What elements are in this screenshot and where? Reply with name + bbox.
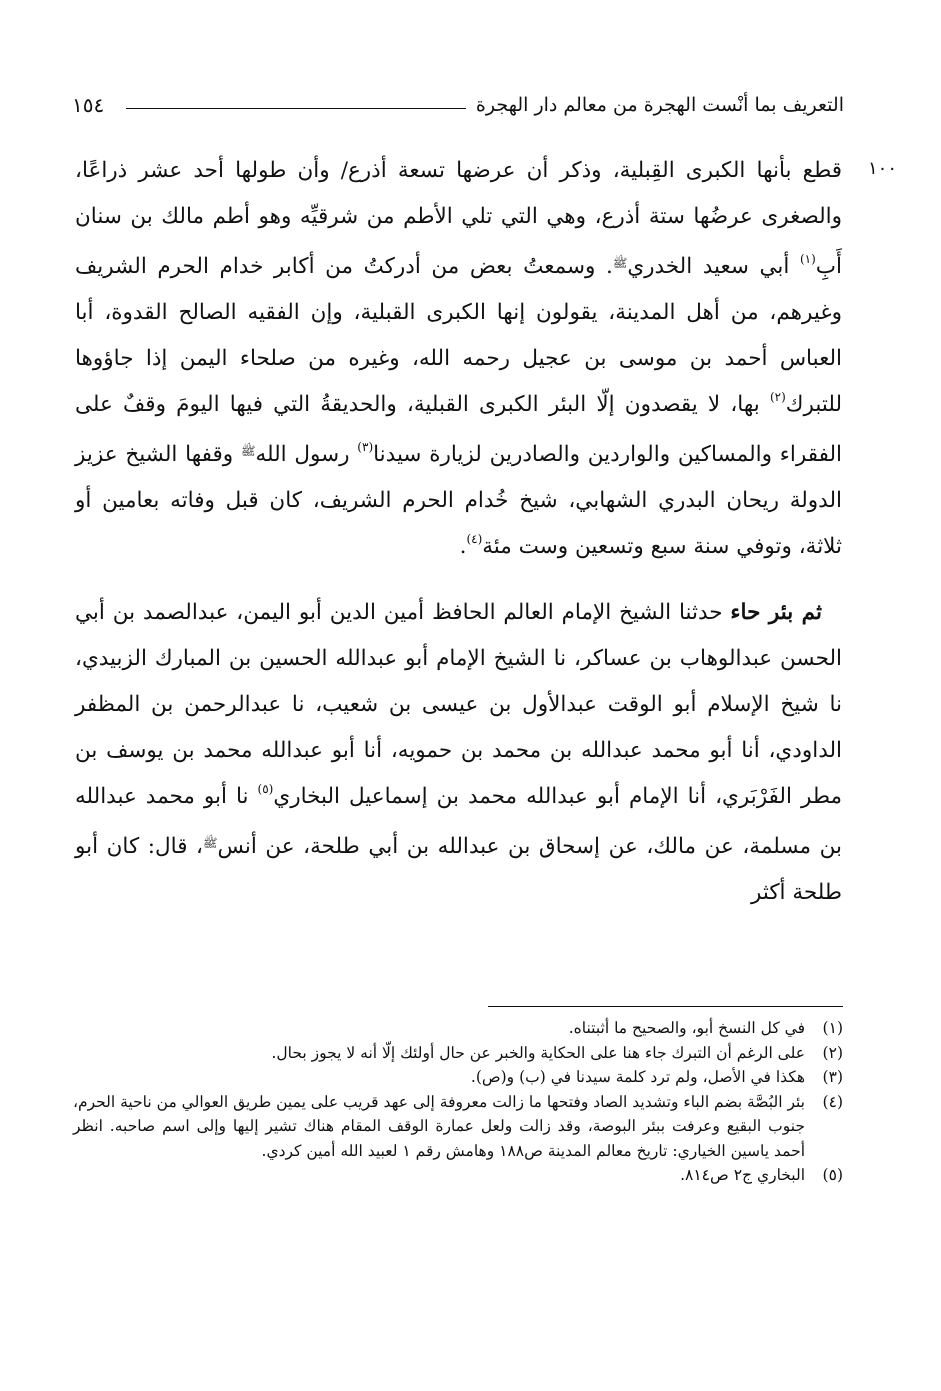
- footnote-number: (٣): [822, 1068, 843, 1086]
- p2-text-1: حدثنا الشيخ الإمام العالم الحافظ أمين الدين أبو اليمن، عبدالصمد بن أبي الحسن عبدالوهاب بن عساكر، نا الشيخ الإمام أبو عبدالله الحسين بن المبارك الزبيدي، نا شيخ الإسلام أبو الوقت عبدالأول بن عيسى بن شعيب، نا عبدالرحمن بن المظفر الداودي، أنا أبو محمد عبدالله بن محمد بن حمويه، أنا أبو عبدالله محمد بن يوسف بن مطر الفَرْبَري، أنا الإمام أبو عبدالله محمد بن إسماعيل البخاري: [75, 600, 842, 809]
- p1-text-3: . وسمعتُ بعض من أدركتُ من أكابر خدام الحرم الشريف وغيرهم، من أهل المدينة، يقولون إنها الكبرى القبلية، وإن الفقيه الصالح القدوة، أبا العباس أحمد بن موسى بن عجيل رحمه الله، وغيره من صلحاء اليمن إذا جاؤوها للتبرك: [75, 254, 842, 417]
- paragraph-2: [75, 590, 842, 916]
- p1-text-1: قطع بأنها الكبرى القِبلية، وذكر أن عرضها تسعة أذرع/ وأن طولها أحد عشر ذراعًا، والصغرى عرضُها ستة أذرع، وهي التي تلي الأطم من شرقيِّه وهو أطم مالك بن سنان أَبِ: [75, 158, 842, 279]
- footnote-item: [73, 1016, 843, 1041]
- running-header: [72, 88, 844, 122]
- footnote-item: [73, 1041, 843, 1066]
- footnote-ref-2[interactable]: (٢): [769, 390, 786, 404]
- footnote-number: (١): [822, 1019, 843, 1037]
- main-text: [75, 148, 842, 916]
- footnote-ref-5[interactable]: (٥): [257, 782, 274, 796]
- footnote-number: (٥): [822, 1166, 843, 1184]
- footnote-ref-3[interactable]: (٣): [357, 440, 374, 454]
- footnote-text: بئر البُصَّة بضم الباء وتشديد الصاد وفتحها ما زالت معروفة إلى عهد قريب على يمين طريق العوالي من ناحية الحرم، جنوب البقيع وعرفت ببئر البوصة، وقد زالت ولعل عمارة الوقف المقام هناك تشير إليها وإلى اسم صاحبه. انظر أحمد ياسين الخياري: تاريخ معالم المدينة ص١٨٨ وهامش رقم ١ لعبيد الله أمين كردي.: [73, 1092, 805, 1160]
- footnote-ref-4[interactable]: (٤): [466, 532, 483, 546]
- footnote-ref-1[interactable]: (١): [799, 252, 816, 266]
- p1-text-5: رسول الله: [255, 442, 358, 467]
- honorific-icon: ﷺ: [202, 836, 218, 850]
- paragraph-1: [75, 148, 842, 570]
- p1-text-6: وقفها الشيخ عزيز الدولة ريحان البدري الشهابي، شيخ خُدام الحرم الشريف، كان قبل وفاته بعامين أو ثلاثة، وتوفي سنة سبع وتسعين وست مئة: [75, 442, 842, 559]
- p2-text-3: ، قال: كان أبو طلحة أكثر: [75, 834, 842, 905]
- honorific-icon: ﷺ: [240, 444, 256, 458]
- footnote-text: هكذا في الأصل، ولم ترد كلمة سيدنا في (ب) و(ص).: [470, 1068, 805, 1086]
- footnote-item: [73, 1163, 843, 1188]
- footnotes: [73, 1016, 843, 1188]
- margin-number: ١٠٠: [867, 158, 897, 179]
- footnote-item: [73, 1065, 843, 1090]
- section-lead: ثم بئر حاء: [730, 600, 822, 625]
- footnote-number: (٢): [822, 1043, 843, 1062]
- footnote-item: [73, 1090, 843, 1164]
- running-title: التعريف بما أنْست الهجرة من معالم دار الهجرة: [475, 94, 844, 116]
- p1-text-7: .: [459, 534, 467, 559]
- honorific-icon: ﷺ: [612, 256, 628, 270]
- p1-text-2: أبي سعيد الخدري: [627, 254, 800, 279]
- footnote-separator: [488, 1006, 843, 1007]
- p1-text-4: بها، لا يقصدون إلّا البئر الكبرى القبلية، والحديقةُ التي فيها اليومَ وقفٌ على الفقراء والمساكين والواردين والصادرين لزيارة سيدنا: [75, 392, 843, 467]
- footnote-text: البخاري ج٢ ص٨١٤.: [680, 1166, 805, 1184]
- header-rule: [126, 108, 466, 109]
- footnote-text: على الرغم أن التبرك جاء هنا على الحكاية والخبر عن حال أولئك إلّا أنه لا يجوز بحال.: [271, 1043, 805, 1062]
- page-number: ١٥٤: [72, 93, 105, 117]
- footnote-number: (٤): [822, 1092, 843, 1111]
- footnote-text: في كل النسخ أبو، والصحيح ما أثبتناه.: [568, 1019, 805, 1037]
- p2-text-2: نا أبو محمد عبدالله بن مسلمة، عن مالك، عن إسحاق بن عبدالله بن أبي طلحة، عن أنس: [75, 784, 842, 859]
